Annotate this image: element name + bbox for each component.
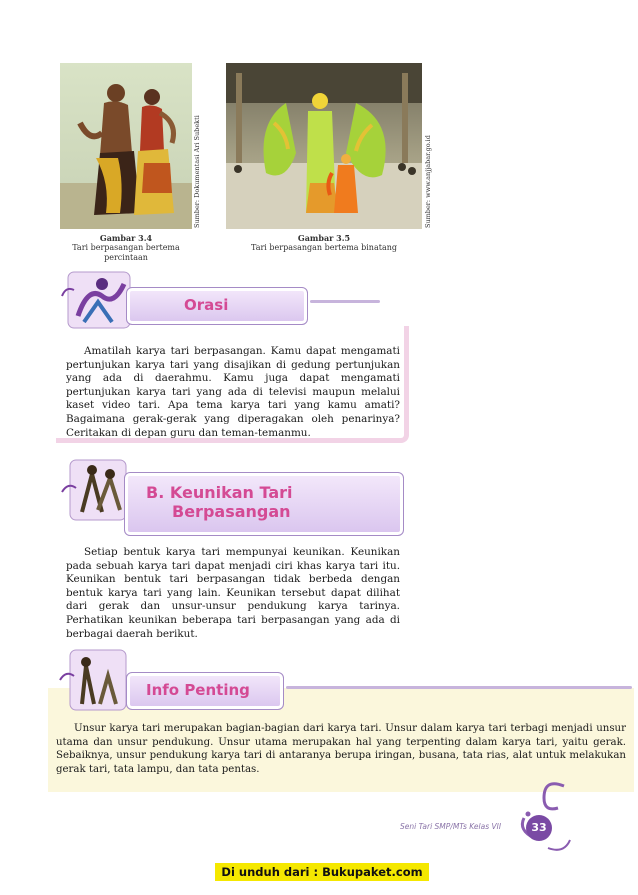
info-text	[56, 722, 626, 776]
info-heading: Info Penting	[146, 681, 250, 699]
figure-3-5-source: Sumber: www.anjjabar.go.id	[424, 135, 432, 228]
figure-3-5-caption-line1: Tari berpasangan bertema binatang	[251, 243, 397, 252]
figure-3-4-caption-line2: percintaan	[104, 253, 148, 262]
info-decor-line	[286, 686, 632, 689]
figure-3-5-title: Gambar 3.5	[297, 233, 351, 243]
section-b-heading-line2: Berpasangan	[172, 502, 291, 521]
section-b-text	[66, 546, 400, 641]
orasi-decor-line	[310, 300, 380, 303]
figure-3-4-caption-line1: Tari berpasangan bertema	[72, 243, 180, 252]
section-b-paragraph: Setiap bentuk karya tari mempunyai keunikan. Keunikan pada sebuah karya tari dapat menjadi ciri khas karya tari itu. Keunikan bentuk tari berpasangan tidak berbeda dengan bentuk karya tari yang lain. Keunikan tersebut dapat dilihat dari gerak dan unsur-unsur pendukung karya tarinya. Perhatikan keunikan beberapa tari berpasangan yang ada di berbagai daerah berikut.	[66, 546, 400, 640]
download-source-banner[interactable]: Di unduh dari : Bukupaket.com	[215, 863, 429, 881]
figure-3-5-photo	[226, 63, 422, 229]
section-b-heading-line1: B. Keunikan Tari	[146, 483, 293, 502]
orasi-paragraph: Amatilah karya tari berpasangan. Kamu dapat mengamati pertunjukan karya tari yang disajikan di gedung pertunjukan yang ada di daerahmu. Kamu juga dapat mengamati pertunjukan karya tari yang ada di televisi maupun melalui kaset video tari. Apa tema karya tari yang kamu amati? Bagaimana gerak-gerak yang diperagakan oleh penarinya? Ceritakan di depan guru dan teman-temanmu.	[66, 345, 400, 439]
orasi-text	[66, 345, 400, 440]
figure-3-4-photo	[60, 63, 192, 229]
page-number: 33	[526, 815, 552, 841]
book-title: Seni Tari SMP/MTs Kelas VII	[400, 822, 502, 831]
orasi-heading: Orasi	[184, 296, 229, 314]
figure-3-4-source: Sumber: Dokumentasi Ari Subekti	[193, 115, 201, 228]
figure-3-4-title: Gambar 3.4	[99, 233, 153, 243]
info-paragraph: Unsur karya tari merupakan bagian-bagian dari karya tari. Unsur dalam karya tari terbagi menjadi unsur utama dan unsur pendukung. Unsur utama merupakan hal yang terpenting dalam karya tari, yaitu gerak. Sebaiknya, unsur pendukung karya tari di antaranya berupa iringan, busana, tata rias, alat untuk melakukan gerak tari, tata lampu, dan tata pentas.	[56, 723, 626, 775]
info-dancer-icon	[56, 646, 136, 716]
